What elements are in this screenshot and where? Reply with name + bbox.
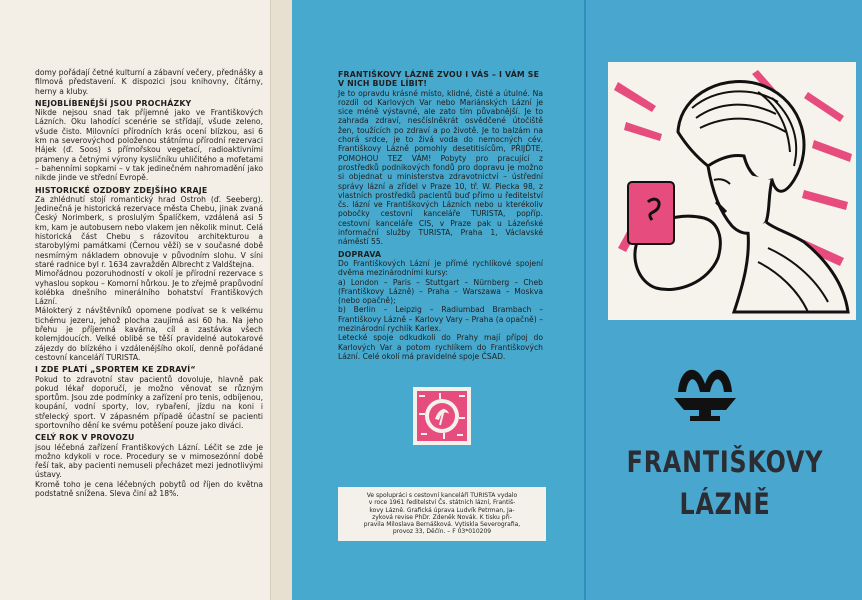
left-text-column	[35, 68, 263, 498]
section-heading: CELÝ ROK V PROVOZU	[35, 433, 135, 443]
section-heading: FRANTIŠKOVY LÁZNĚ ZVOU I VÁS – I VÁM SE V NICH BUDE LÍBIT!	[338, 70, 540, 89]
body-paragraph: domy pořádají četné kulturní a zábavní večery, přednášky a filmová představení. K dispozici jsou knihovny, čítárny, herny a kluby.	[35, 68, 263, 96]
imprint-line: v roce 1961 ředitelství Čs. státních lázní, Františ-	[368, 499, 516, 507]
imprint-line: pravila Miloslava Bernášková. Vytiskla Severografia,	[363, 521, 521, 529]
imprint-line: Ve spolupráci s cestovní kanceláří TURISTA vydalo	[366, 492, 518, 499]
section-heading: I ZDE PLATÍ „SPORTEM KE ZDRAVÍ“	[35, 365, 196, 375]
spa-emblem-icon	[670, 356, 740, 424]
imprint-line: provoz 33, Děčín. – F 03*010209	[392, 528, 492, 536]
body-paragraph: Je to opravdu krásné místo, klidné, čisté a útulné. Na rozdíl od Karlových Var nebo Mariánských Lázní je sice méně výstavné, ale zato tím půvabnější. Je to zahrada zdraví, nesčíslněkrát osvědčené útočiště žen, toužících po zdraví a po životě. Je to balzám na chorá srdce, je to živá voda do nemocných cév. Františkovy Lázně pomohly desetitisícům, PŘIJĎTE, POMOHOU TEZ VÁM! Pobyty pro pracující z prostředků podnikových fondů pro dopravu je možno si objednat u ministerstva zdravotnictví – ústřední správy lázní a zřídel v Praze 10, tř. W. Piecka 98, z vlastních prostředků pacientů buď přímo u ředitelství čs. lázní ve Františkových Lázních nebo u kterékoliv pobočky cestovní kanceláře TURISTA, popříp. cestovní kanceláře CIS, v Praze pak u Lázeňské informační služby TURISTA, Praha 1, Václavské náměstí 55.	[338, 88, 543, 247]
body-paragraph: a) London – Paris – Stuttgart – Nürnberg – Cheb (Františkovy Lázně) – Praha – Warszawa – Moskva (nebo opačně);	[338, 277, 543, 306]
cover-title-line2: LÁZNĚ	[679, 487, 771, 521]
imprint-line: zyková revise PhDr. Zdeněk Novák. K tisku při-	[372, 513, 512, 521]
body-paragraph: Za zhlédnutí stojí romantický hrad Ostroh (ď. Seeberg). Jedinečná je historická rezervace města Chebu, jinak zvaná Český Norimberk, s proslulým Špalíčkem, vzdálená asi 5 km, kam je autobusem nebo vlakem jen několik minut. Celá historická část Chebu s rázovitou architekturou a starobylými památkami (Černou věží) se v současné době nesmírným nákladem obnovuje v původním slohu. V síni staré radnice byl r. 1634 zavražděn Albrecht z Valdštejna.	[35, 194, 263, 269]
body-paragraph: Pokud to zdravotní stav pacientů dovoluje, hlavně pak pokud lékař doporučí, je možno věnovat se různým sportům. Jsou zde podmínky a zařízení pro tenis, odbíjenou, koupání, vodní sporty, lov, rybaření, jízdu na koni i střelecký sport. V zápasném případě účastní se pacienti sportovního dění ke svému potěšení pouze jako diváci.	[35, 374, 263, 430]
middle-panel	[292, 0, 584, 600]
imprint-line: kovy Lázně. Grafická úprava Ludvík Petrman, Ja-	[369, 506, 515, 514]
body-paragraph: Mimořádnou pozoruhodností v okolí je přírodní rezervace s vyhaslou sopkou – Komorní hůrkou. Je to zřejmě prapůvodní kolébka dnešního minerálního bohatství Františkových Lázní.	[35, 269, 263, 307]
cover-title-line1: FRANTIŠKOVY	[626, 445, 824, 479]
body-paragraph: b) Berlin – Leipzig – Radiumbad Brambach – Františkovy Lázně – Karlovy Vary – Praha (a opačně) – mezinárodní rychlík Karlex.	[338, 305, 543, 334]
body-paragraph: Do Františkových Lázní je přímé rychlíkové spojení dvěma mezinárodními kursy:	[338, 258, 543, 278]
body-paragraph: Málokterý z návštěvníků opomene podívat se k velkému tichému jezeru, jehož plocha zaujímá asi 60 ha. Na jeho břehu je příjemná kavárna, cíl a zastávka všech kolemjdoucích. Velké oblibě se těší pravidelné autokarové zájezdy do blízkého i vzdálenějšího okolí, denně pořádané cestovní kanceláří TURISTA.	[35, 306, 263, 362]
woman-drinking-illustration	[608, 62, 856, 320]
body-paragraph: jsou léčebná zařízení Františkových Lázní. Léčit se zde je možno kdykoli v roce. Procedury se v mimosezónní době řeší tak, aby pacienti nemuseli přecházet mezi jednotlivými ústavy.	[35, 442, 263, 480]
publisher-imprint	[338, 487, 546, 541]
fold-strip	[270, 0, 292, 600]
section-heading: NEJOBLÍBENĚJŠÍ JSOU PROCHÁZKY	[35, 98, 192, 108]
body-paragraph: Letecké spoje odkudkoli do Prahy mají přípoj do Karlových Var a potom rychlíkem do Františkových Lázní. Celé okolí má pravidelné spoje ČSAD.	[338, 333, 543, 361]
turista-logo	[413, 387, 471, 445]
section-heading: HISTORICKÉ OZDOBY ZDEJŠÍHO KRAJE	[35, 185, 208, 195]
middle-text-column	[338, 67, 543, 361]
section-heading: DOPRAVA	[338, 249, 382, 259]
left-panel	[0, 0, 292, 600]
cover-panel	[584, 0, 862, 600]
body-paragraph: Kromě toho je cena léčebných pobytů od říjen do května podstatně snížena. Sleva činí až 18%.	[35, 479, 263, 499]
body-paragraph: Nikde nejsou snad tak příjemné jako ve Františkových Lázních. Oku lahodící scenérie se střídají, všude zeleno, všude čisto. Milovníci přírodních krás ocení blízkou, asi 6 km na severovýchod položenou státnímu přírodní rezervaci Hájek (ď. Soos) s přímořskou vegetací, radioaktivními prameny a četnými výrony kysličníku uhličitého a mofetami – bahenními sopkami – v tak jedinečném nahromadění jako nikde jinde ve střední Evropě.	[35, 108, 263, 183]
turista-logo-icon	[413, 387, 471, 445]
